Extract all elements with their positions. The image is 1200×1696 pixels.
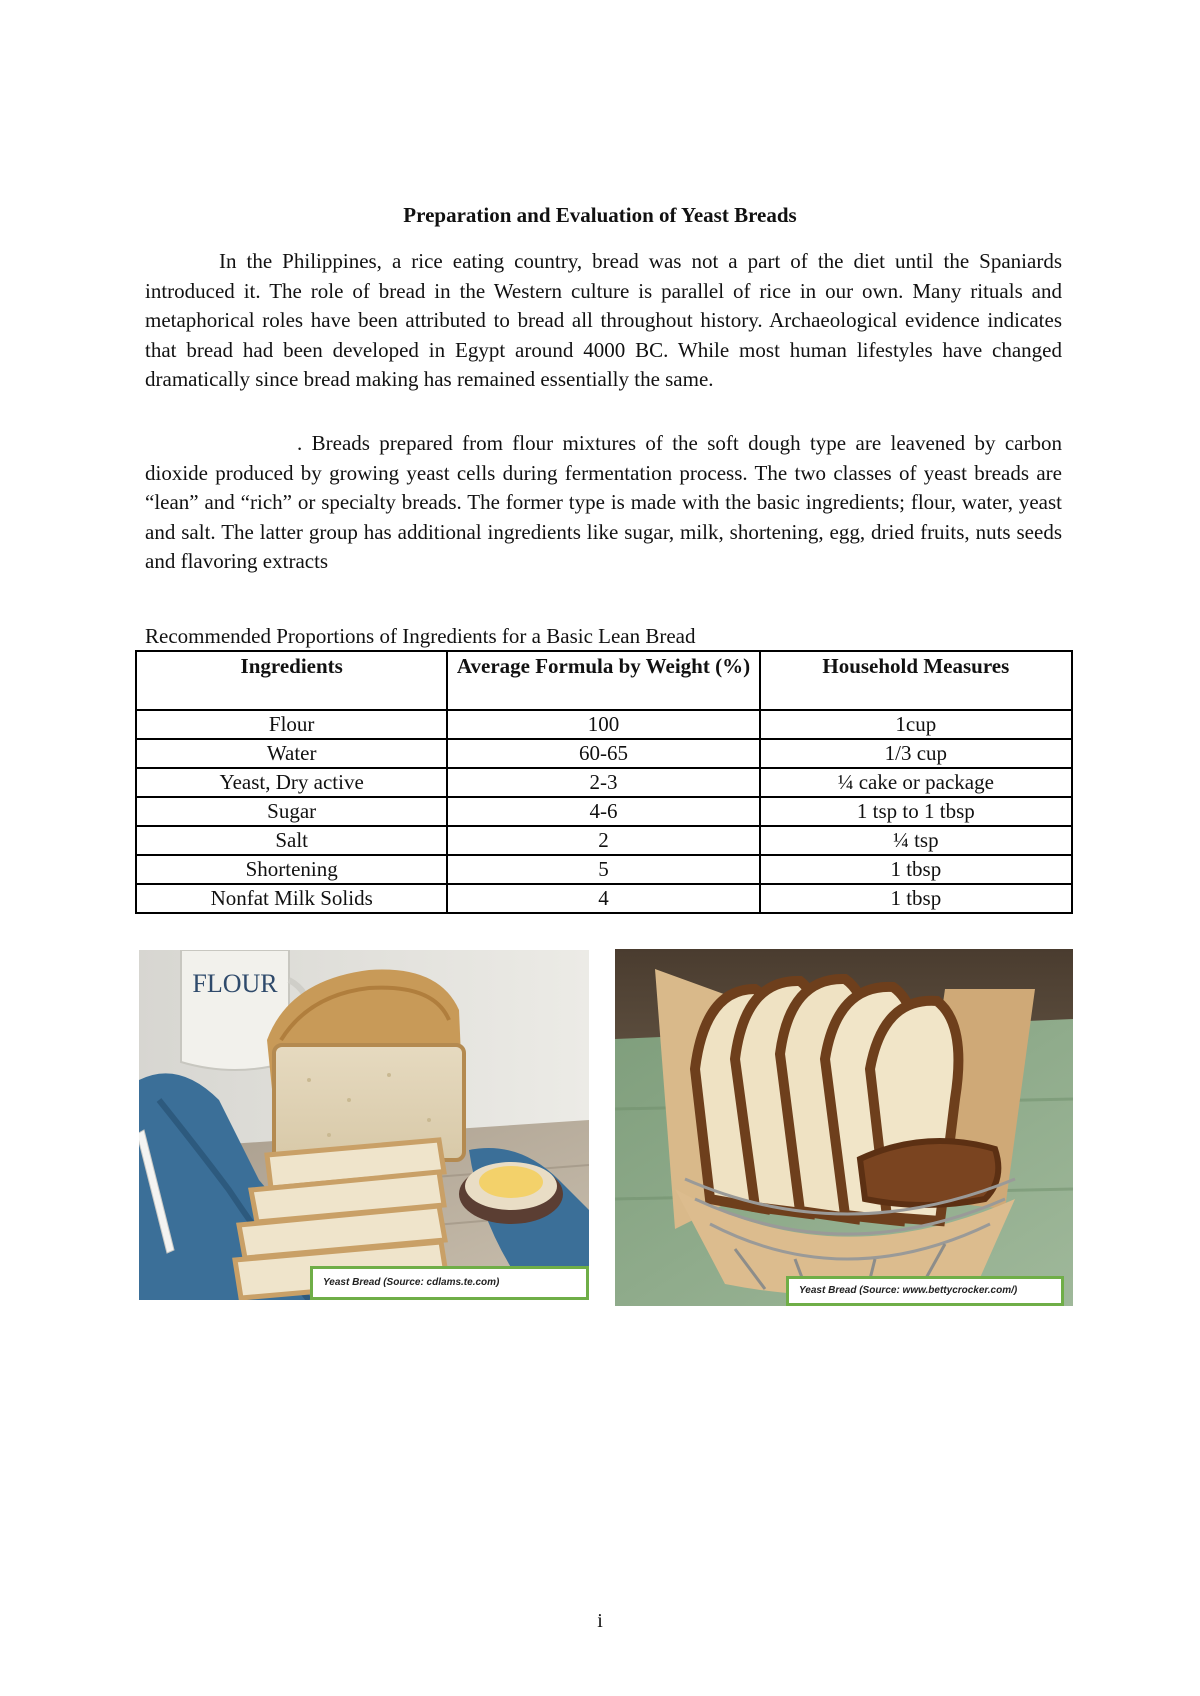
cell-ingredient: Shortening bbox=[136, 855, 447, 884]
table-row bbox=[136, 710, 1072, 739]
cell-ingredient: Flour bbox=[136, 710, 447, 739]
cell-ingredient: Salt bbox=[136, 826, 447, 855]
cell-formula: 100 bbox=[447, 710, 759, 739]
table-row bbox=[136, 739, 1072, 768]
header-household-measures: Household Measures bbox=[760, 651, 1072, 710]
cell-measure: 1/3 cup bbox=[760, 739, 1072, 768]
figure-2-credit: Yeast Bread (Source: www.bettycrocker.com/) bbox=[786, 1276, 1064, 1306]
cell-ingredient: Yeast, Dry active bbox=[136, 768, 447, 797]
header-average-formula: Average Formula by Weight (%) bbox=[447, 651, 759, 710]
cell-formula: 5 bbox=[447, 855, 759, 884]
header-ingredients: Ingredients bbox=[136, 651, 447, 710]
table-row bbox=[136, 884, 1072, 913]
cell-formula: 4-6 bbox=[447, 797, 759, 826]
table-row bbox=[136, 826, 1072, 855]
cell-measure: 1 tsp to 1 tbsp bbox=[760, 797, 1072, 826]
paragraph-intro: In the Philippines, a rice eating country, bread was not a part of the diet until the Spaniards introduced it. The role of bread in the Western culture is parallel of rice in our own. Many rituals and metaphorical roles have been attributed to bread all throughout history. Archaeological evidence indicates that bread had been developed in Egypt around 4000 BC. While most human lifestyles have changed dramatically since bread making has remained essentially the same. bbox=[145, 249, 1062, 391]
page-number: i bbox=[597, 1610, 603, 1632]
yeast-bread-loaf-photo bbox=[139, 950, 589, 1300]
cell-measure: ¼ cake or package bbox=[760, 768, 1072, 797]
cell-ingredient: Sugar bbox=[136, 797, 447, 826]
cell-ingredient: Water bbox=[136, 739, 447, 768]
paragraph-yeast-breads: . Breads prepared from flour mixtures of the soft dough type are leavened by carbon dioxide produced by growing yeast cells during fermentation process. The two classes of yeast breads are “lean” and “rich” or specialty breads. The former type is made with the basic ingredients; flour, water, yeast and salt. The latter group has additional ingredients like sugar, milk, shortening, egg, dried fruits, nuts seeds and flavoring extracts bbox=[145, 431, 1062, 573]
table-caption: Recommended Proportions of Ingredients for a Basic Lean Bread bbox=[145, 624, 696, 648]
cell-measure: 1 tbsp bbox=[760, 884, 1072, 913]
table-row bbox=[136, 797, 1072, 826]
yeast-bread-basket-photo bbox=[615, 949, 1073, 1306]
document-title: Preparation and Evaluation of Yeast Breads bbox=[403, 203, 797, 227]
table-row bbox=[136, 768, 1072, 797]
ingredients-table bbox=[135, 650, 1073, 914]
cell-measure: ¼ tsp bbox=[760, 826, 1072, 855]
cell-formula: 60-65 bbox=[447, 739, 759, 768]
cell-measure: 1 tbsp bbox=[760, 855, 1072, 884]
cell-formula: 4 bbox=[447, 884, 759, 913]
canister-label: FLOUR bbox=[192, 969, 278, 998]
cell-formula: 2-3 bbox=[447, 768, 759, 797]
cell-formula: 2 bbox=[447, 826, 759, 855]
cell-ingredient: Nonfat Milk Solids bbox=[136, 884, 447, 913]
table-row bbox=[136, 855, 1072, 884]
cell-measure: 1cup bbox=[760, 710, 1072, 739]
figure-1-credit: Yeast Bread (Source: cdlams.te.com) bbox=[310, 1266, 589, 1300]
table-header-row bbox=[136, 651, 1072, 710]
